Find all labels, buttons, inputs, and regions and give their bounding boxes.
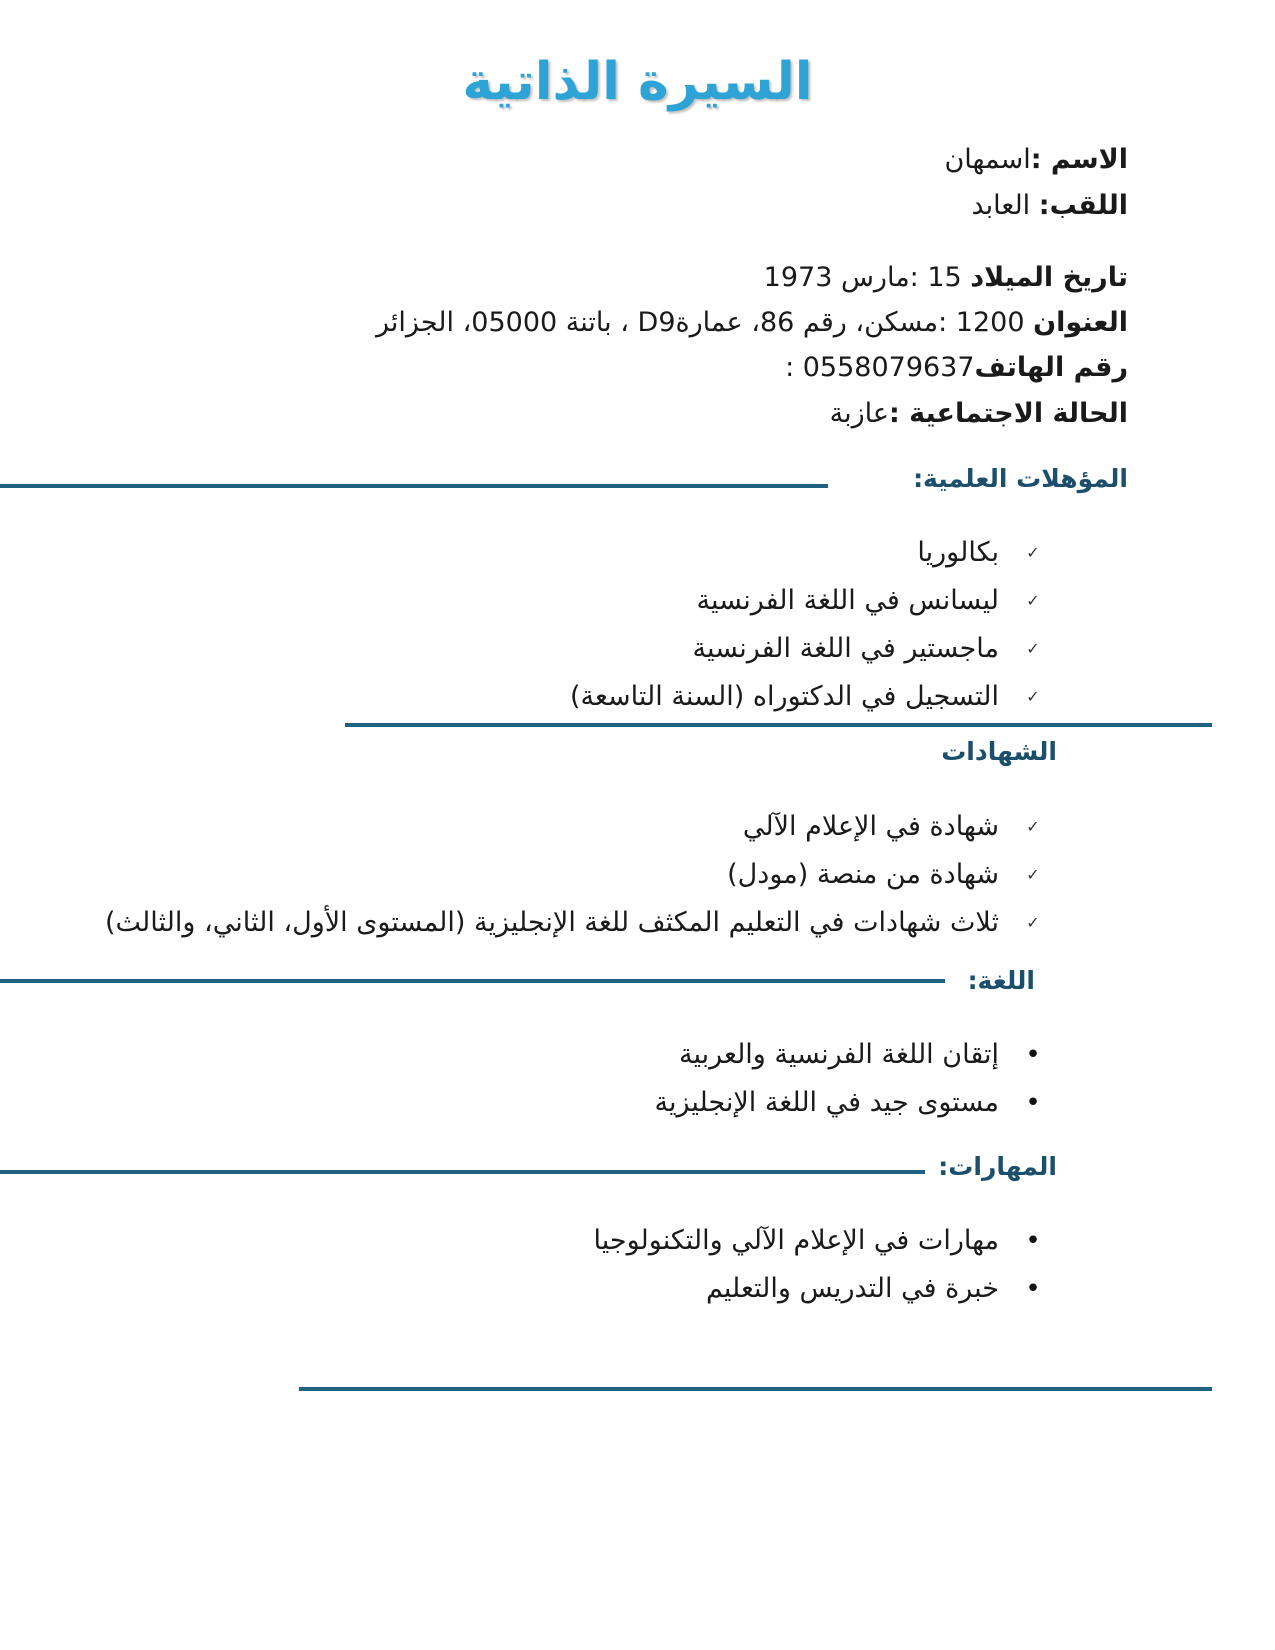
list-item	[570, 673, 1043, 721]
address-label: العنوان	[1033, 307, 1128, 338]
list-item-text: إتقان اللغة الفرنسية والعربية	[679, 1039, 999, 1070]
bullet-icon: •	[1025, 1088, 1041, 1118]
list-item	[654, 1079, 1043, 1127]
check-icon: ✓	[1026, 543, 1040, 562]
list-item-text: خبرة في التدريس والتعليم	[705, 1273, 999, 1304]
skills-divider	[0, 1170, 925, 1174]
name-label: الاسم :	[1030, 144, 1128, 175]
address-value: 1200 :مسكن، رقم 86، عمارةD9 ، باتنة 05000، الجزائر	[376, 307, 1025, 338]
list-item	[105, 803, 1043, 851]
list-item	[594, 1217, 1043, 1265]
bullet-icon: •	[1025, 1040, 1041, 1070]
qualifications-heading: المؤهلات العلمية:	[913, 464, 1128, 493]
surname-label: اللقب:	[1038, 190, 1128, 221]
list-item-text: ماجستير في اللغة الفرنسية	[692, 633, 999, 664]
phone-label: رقم الهاتف	[974, 352, 1128, 383]
name-value: اسمهان	[944, 144, 1031, 175]
check-icon: ✓	[1026, 591, 1040, 610]
list-item	[570, 577, 1043, 625]
birth-label: تاريخ الميلاد	[970, 262, 1128, 293]
certificates-heading: الشهادات	[941, 737, 1057, 766]
list-item	[570, 529, 1043, 577]
skills-heading: المهارات:	[938, 1152, 1057, 1181]
surname-value: العابد	[971, 190, 1031, 221]
footer-divider	[299, 1387, 1212, 1391]
list-item-text: مستوى جيد في اللغة الإنجليزية	[654, 1087, 999, 1118]
check-icon: ✓	[1026, 639, 1040, 658]
languages-heading: اللغة:	[967, 966, 1035, 995]
qualifications-list	[570, 529, 1043, 721]
list-item	[105, 899, 1043, 947]
skills-list	[594, 1217, 1043, 1313]
marital-status-label: الحالة الاجتماعية :	[888, 398, 1128, 429]
list-item-text: ثلاث شهادات في التعليم المكثف للغة الإنجليزية (المستوى الأول، الثاني، والثالث)	[104, 907, 999, 938]
address-line	[376, 307, 1128, 338]
languages-divider	[0, 979, 945, 983]
list-item	[594, 1265, 1043, 1313]
birth-value: 15 :مارس 1973	[763, 262, 962, 293]
check-icon: ✓	[1026, 913, 1040, 932]
check-icon: ✓	[1026, 817, 1040, 836]
surname-line	[972, 190, 1129, 221]
marital-status-line	[830, 398, 1128, 429]
certificates-list	[105, 803, 1043, 947]
list-item-text: شهادة من منصة (مودل)	[727, 859, 999, 890]
list-item-text: التسجيل في الدكتوراه (السنة التاسعة)	[570, 681, 999, 712]
list-item-text: بكالوريا	[917, 537, 999, 568]
check-icon: ✓	[1026, 865, 1040, 884]
list-item	[654, 1031, 1043, 1079]
phone-line	[785, 352, 1128, 383]
marital-status-value: عازبة	[829, 398, 889, 429]
certificates-divider	[345, 723, 1212, 727]
languages-list	[654, 1031, 1043, 1127]
qualifications-divider	[0, 484, 828, 488]
birth-line	[764, 262, 1128, 293]
check-icon: ✓	[1026, 687, 1040, 706]
list-item-text: شهادة في الإعلام الآلي	[742, 811, 999, 842]
document-title: السيرة الذاتية	[462, 52, 813, 112]
list-item	[105, 851, 1043, 899]
list-item-text: مهارات في الإعلام الآلي والتكنولوجيا	[593, 1225, 999, 1256]
list-item	[570, 625, 1043, 673]
list-item-text: ليسانس في اللغة الفرنسية	[696, 585, 999, 616]
name-line	[944, 144, 1128, 175]
bullet-icon: •	[1025, 1226, 1041, 1256]
phone-value: 0558079637 :	[785, 352, 975, 383]
bullet-icon: •	[1025, 1274, 1041, 1304]
